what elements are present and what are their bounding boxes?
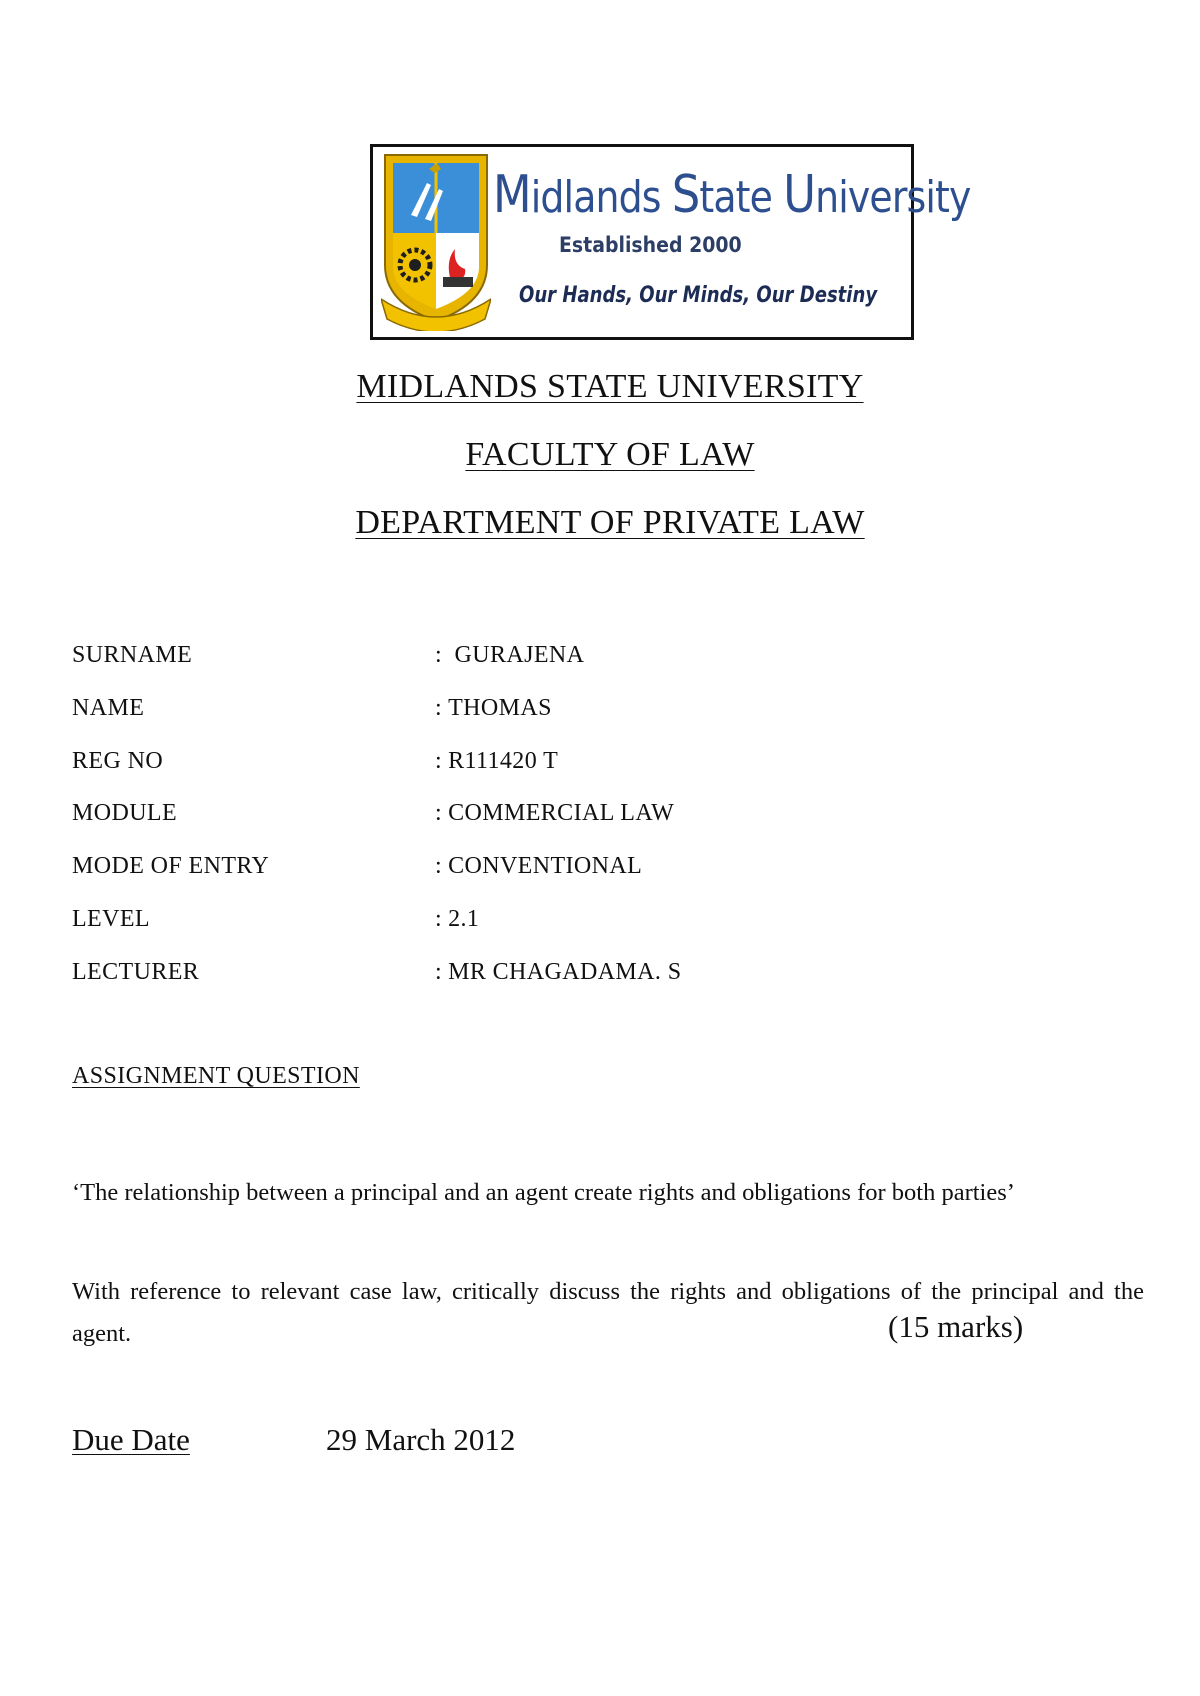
heading-faculty: FACULTY OF LAW: [465, 436, 755, 473]
detail-row-reg-no: [72, 748, 1072, 784]
detail-value-text: CONVENTIONAL: [448, 853, 643, 879]
detail-label: LECTURER: [72, 959, 200, 985]
logo-university-name: [493, 165, 971, 225]
logo-name-niversity: niversity: [815, 172, 971, 223]
detail-value-text: 2.1: [448, 906, 480, 932]
detail-value-text: R111420 T: [448, 748, 559, 774]
logo-motto: Our Hands, Our Minds, Our Destiny: [519, 283, 878, 308]
detail-label: NAME: [72, 695, 145, 721]
logo-name-s: S: [671, 165, 700, 225]
detail-colon: :: [435, 642, 443, 668]
detail-value-text: MR CHAGADAMA. S: [448, 959, 682, 985]
detail-row-mode-of-entry: [72, 853, 1072, 889]
detail-value-text: THOMAS: [448, 695, 552, 721]
detail-label: REG NO: [72, 748, 164, 774]
due-date-value: 29 March 2012: [326, 1422, 516, 1457]
detail-colon: :: [435, 959, 443, 985]
university-logo-banner: [370, 144, 971, 340]
detail-row-lecturer: [72, 959, 1072, 995]
detail-row-level: [72, 906, 1072, 942]
heading-department: DEPARTMENT OF PRIVATE LAW: [355, 504, 865, 541]
heading-university: MIDLANDS STATE UNIVERSITY: [356, 368, 864, 405]
detail-colon: :: [435, 800, 443, 826]
university-crest-icon: [381, 153, 491, 331]
detail-row-module: [72, 800, 1072, 836]
logo-established: Established 2000: [559, 233, 742, 257]
assignment-quote: ‘The relationship between a principal and an agent create rights and obligations for both parties’: [72, 1179, 1015, 1206]
detail-colon: :: [435, 748, 443, 774]
logo-name-tate: tate: [699, 172, 784, 223]
assignment-question-title: ASSIGNMENT QUESTION: [72, 1063, 360, 1089]
detail-value: [435, 748, 558, 775]
detail-value: [435, 853, 642, 880]
logo-name-idlands: idlands: [530, 172, 672, 223]
detail-value-text: COMMERCIAL LAW: [448, 800, 675, 826]
detail-value: [435, 906, 479, 933]
detail-colon: :: [435, 906, 443, 932]
detail-value: [435, 642, 584, 669]
logo-name-u: U: [783, 165, 816, 225]
detail-label: MODULE: [72, 800, 178, 826]
detail-value: [435, 800, 674, 827]
detail-colon: :: [435, 695, 443, 721]
detail-value: [435, 695, 552, 722]
detail-colon: :: [435, 853, 443, 879]
detail-label: MODE OF ENTRY: [72, 853, 270, 879]
due-date-label: Due Date: [72, 1422, 190, 1457]
detail-value: [435, 959, 681, 986]
logo-name-m: M: [493, 165, 531, 225]
detail-label: LEVEL: [72, 906, 150, 932]
detail-value-text: GURAJENA: [448, 642, 585, 668]
detail-label: SURNAME: [72, 642, 193, 668]
detail-row-name: [72, 695, 1072, 731]
detail-row-surname: [72, 642, 1072, 678]
assignment-question-text: With reference to relevant case law, critically discuss the rights and obligations of the principal and the agent.: [72, 1278, 1144, 1347]
assignment-marks: (15 marks): [888, 1309, 1024, 1344]
